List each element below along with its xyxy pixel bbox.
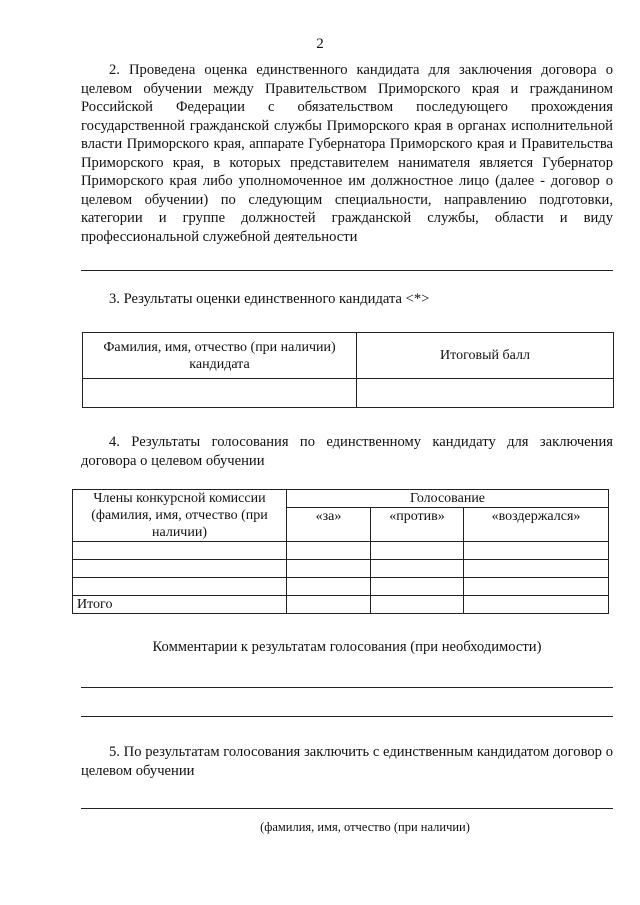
voting-header: Голосование — [287, 490, 609, 508]
section-2-text: 2. Проведена оценка единственного кандидата для заключения договора о целевом обучении между Правительством Приморского края и гражданином Российской Федерации с обязательством последующего прохождения государственной гражданской службы Приморского края в органах исполнительной власти Приморского края, аппарате Губернатора Приморского края и Правительства Приморского края, в которых представителем нанимателя является Губернатор Приморского края либо уполномоченное им должностное лицо (далее - договор о целевом обучении) по следующим специальности, направлению подготовки, категории и группе должностей гражданской службы, области и виду профессиональной служебной деятельности — [81, 62, 613, 245]
candidate-name-header: Фамилия, имя, отчество (при наличии) кандидата — [83, 333, 357, 379]
member-name-cell[interactable] — [73, 578, 287, 596]
vote-for-cell[interactable] — [287, 560, 371, 578]
vote-for-header: «за» — [287, 508, 371, 542]
total-against-cell[interactable] — [371, 596, 464, 614]
commission-members-header: Члены конкурсной комиссии (фамилия, имя, отчество (при наличии) — [73, 490, 287, 542]
vote-abstain-header: «воздержался» — [464, 508, 609, 542]
vote-abstain-cell[interactable] — [464, 560, 609, 578]
table-row — [73, 542, 609, 560]
total-for-cell[interactable] — [287, 596, 371, 614]
table-row — [83, 379, 614, 408]
section-4-text: 4. Результаты голосования по единственному кандидату для заключения договора о целевом обучении — [81, 434, 613, 469]
vote-abstain-cell[interactable] — [464, 578, 609, 596]
section-2-fill-line — [81, 270, 613, 271]
vote-against-cell[interactable] — [371, 542, 464, 560]
candidate-score-table — [82, 332, 614, 408]
total-row — [73, 596, 609, 614]
member-name-cell[interactable] — [73, 542, 287, 560]
table-row — [73, 578, 609, 596]
candidate-name-fill-line[interactable] — [81, 808, 613, 809]
vote-against-cell[interactable] — [371, 560, 464, 578]
comments-label: Комментарии к результатам голосования (при необходимости) — [152, 639, 542, 655]
table-row — [73, 560, 609, 578]
total-abstain-cell[interactable] — [464, 596, 609, 614]
voting-results-table — [72, 489, 609, 614]
final-score-header: Итоговый балл — [357, 333, 614, 379]
vote-abstain-cell[interactable] — [464, 542, 609, 560]
comments-line-1[interactable] — [81, 687, 613, 688]
vote-for-cell[interactable] — [287, 542, 371, 560]
comments-line-2[interactable] — [81, 716, 613, 717]
member-name-cell[interactable] — [73, 560, 287, 578]
candidate-table-header-row — [83, 333, 614, 379]
vote-against-cell[interactable] — [371, 578, 464, 596]
candidate-name-caption: (фамилия, имя, отчество (при наличии) — [260, 820, 470, 834]
section-5-text: 5. По результатам голосования заключить с единственным кандидатом договор о целевом обучении — [81, 744, 613, 779]
final-score-cell[interactable] — [357, 379, 614, 408]
vote-for-cell[interactable] — [287, 578, 371, 596]
section-3-heading: 3. Результаты оценки единственного кандидата <*> — [109, 291, 430, 307]
total-label: Итого — [73, 596, 287, 614]
page-number: 2 — [316, 36, 324, 52]
candidate-name-cell[interactable] — [83, 379, 357, 408]
voting-header-row — [73, 490, 609, 508]
vote-against-header: «против» — [371, 508, 464, 542]
